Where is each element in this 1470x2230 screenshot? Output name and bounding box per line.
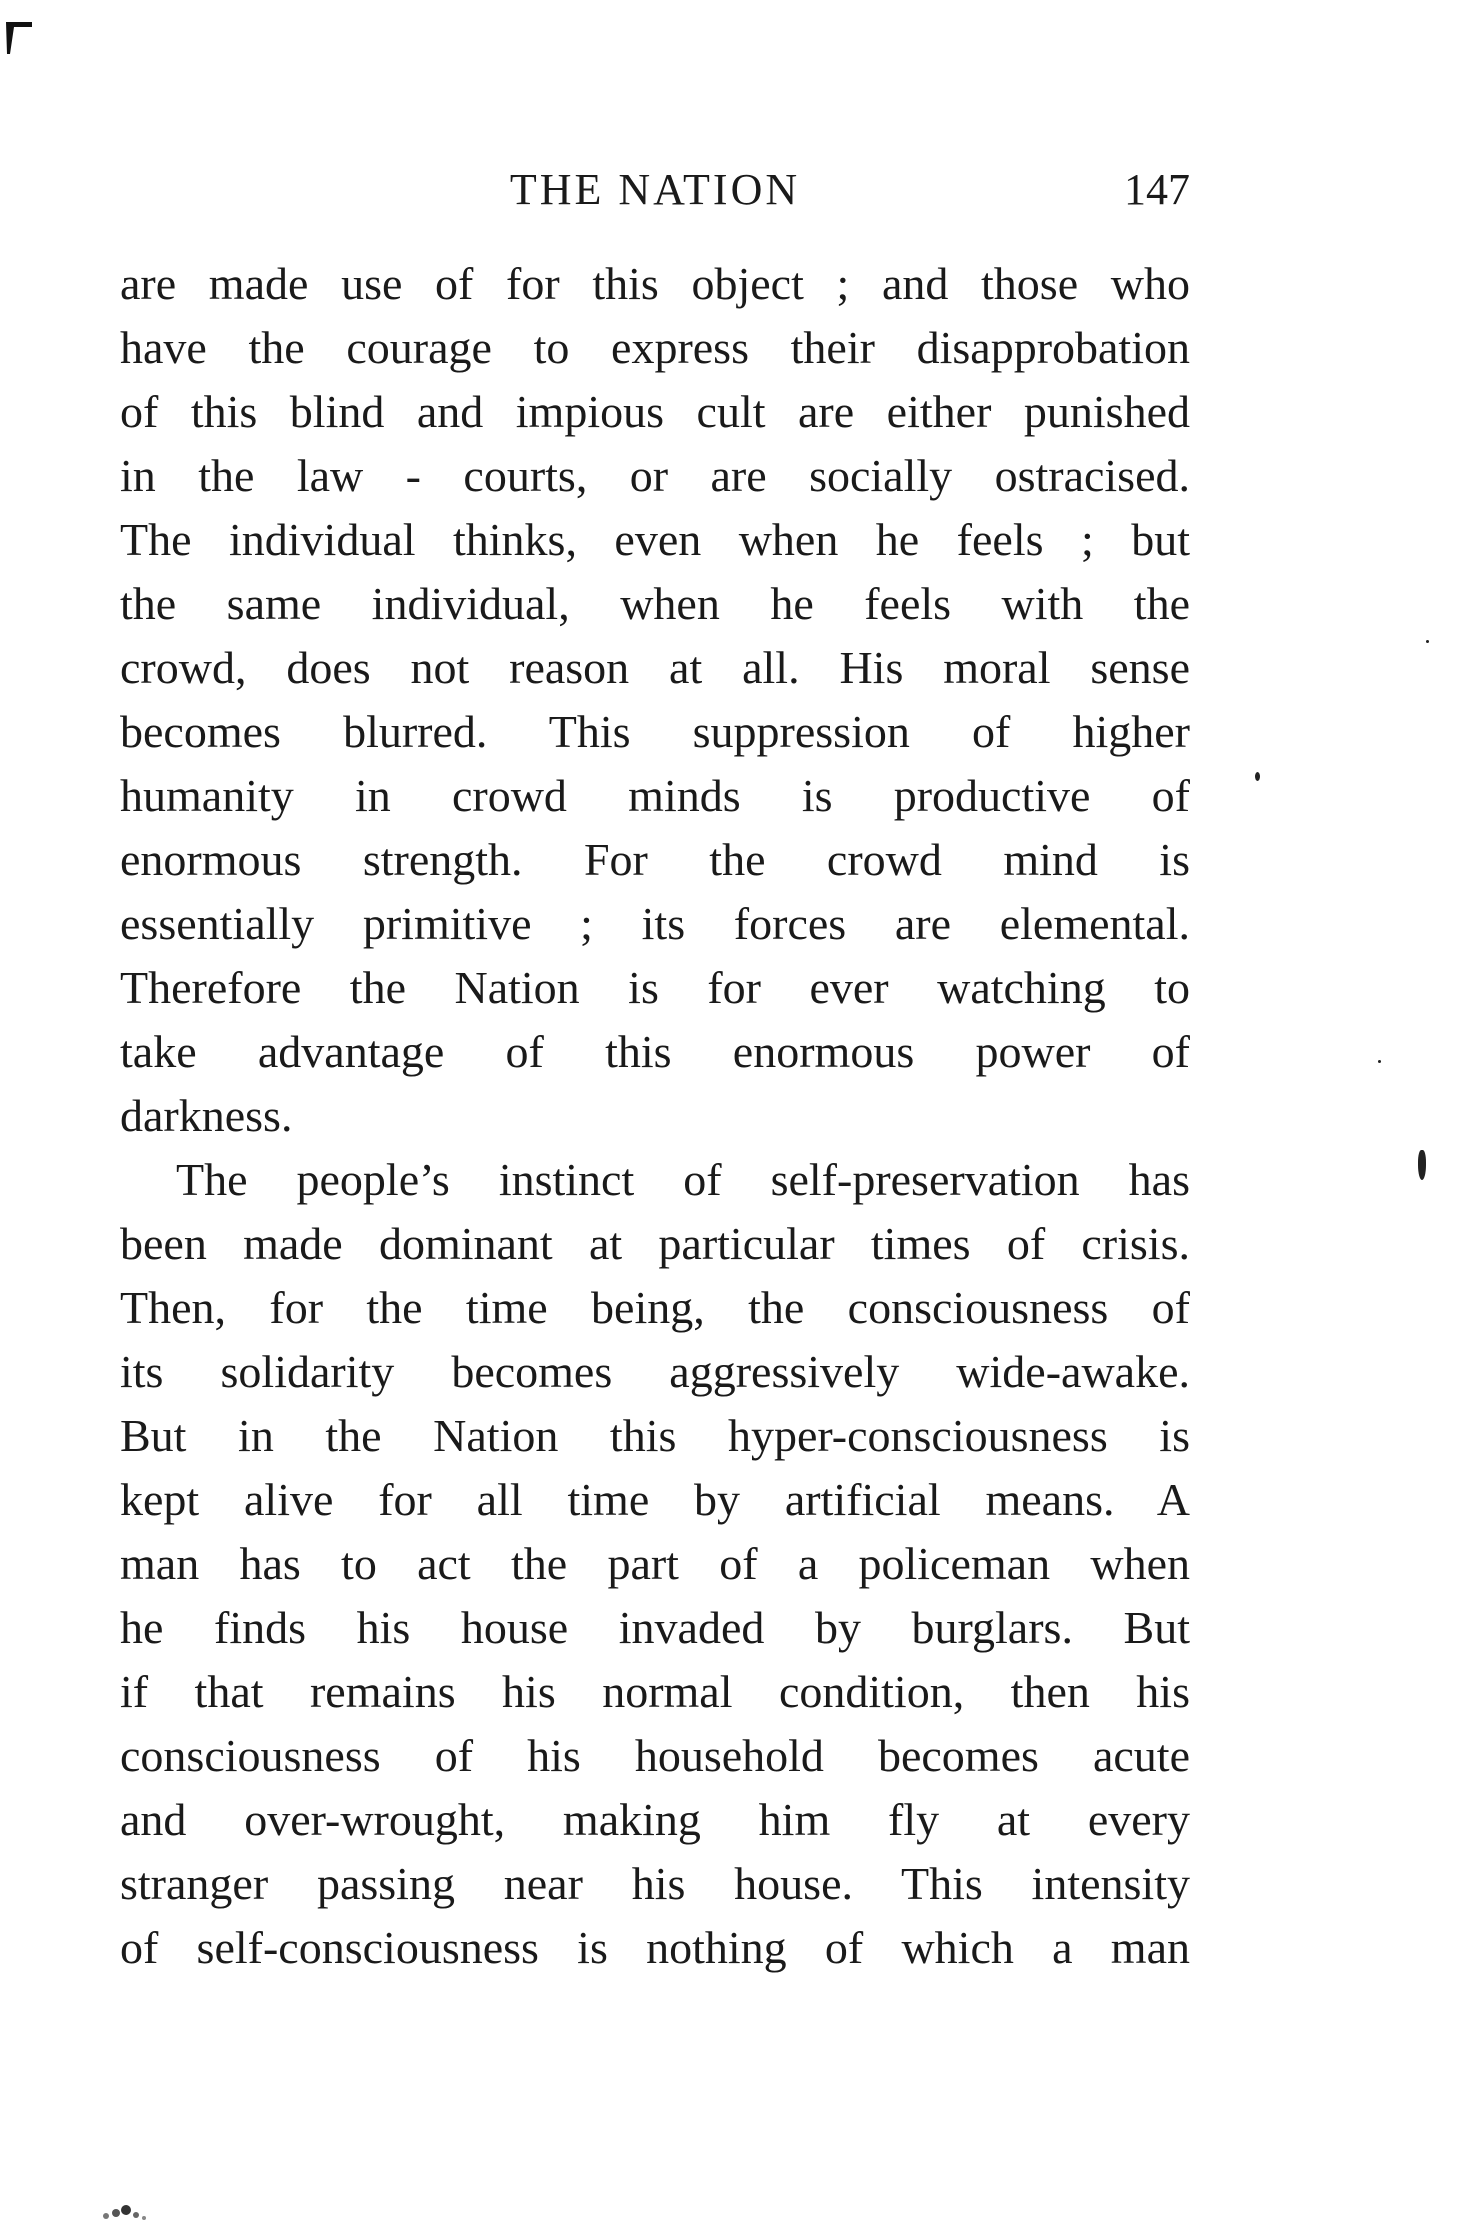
text-line: of this blind and impious cult are either punished [120,386,1190,437]
text-line: are made use of for this object ; and those who [120,258,1190,309]
text-line: But in the Nation this hyper-consciousness is [120,1410,1190,1461]
text-line: have the courage to express their disapprobation [120,322,1190,373]
margin-speck [1418,1150,1426,1180]
paragraph-1 [120,252,1190,1148]
text-line: the same individual, when he feels with the [120,578,1190,629]
text-line: if that remains his normal condition, then his [120,1666,1190,1717]
text-line: Therefore the Nation is for ever watching to [120,962,1190,1013]
text-line: take advantage of this enormous power of [120,1026,1190,1077]
text-line: The people’s instinct of self-preservation has [176,1154,1190,1205]
body-text [120,252,1190,1980]
text-line: man has to act the part of a policeman when [120,1538,1190,1589]
margin-speck [1378,1060,1381,1063]
text-line: essentially primitive ; its forces are elemental. [120,898,1190,949]
text-line: darkness. [120,1090,293,1141]
text-line: crowd, does not reason at all. His moral sense [120,642,1190,693]
text-line: Then, for the time being, the consciousness of [120,1282,1190,1333]
paragraph-2 [120,1148,1190,1980]
page-number: 147 [1124,165,1190,214]
margin-speck [1426,640,1429,643]
text-line: becomes blurred. This suppression of higher [120,706,1190,757]
text-line: its solidarity becomes aggressively wide-awake. [120,1346,1190,1397]
text-line: and over-wrought, making him fly at every [120,1794,1190,1845]
text-line: humanity in crowd minds is productive of [120,770,1190,821]
text-line: enormous strength. For the crowd mind is [120,834,1190,885]
corner-crop-mark [4,18,34,58]
text-line: The individual thinks, even when he feels ; but [120,514,1190,565]
running-title: THE NATION [509,165,801,214]
text-line: stranger passing near his house. This intensity [120,1858,1190,1909]
ink-blot [96,2200,152,2224]
text-line: he finds his house invaded by burglars. But [120,1602,1190,1653]
text-line: consciousness of his household becomes acute [120,1730,1190,1781]
text-line: been made dominant at particular times of crisis. [120,1218,1190,1269]
running-header [120,160,1190,220]
text-line: kept alive for all time by artificial means. A [120,1474,1190,1525]
margin-speck [1255,772,1260,781]
text-line: of self-consciousness is nothing of which a man [120,1922,1190,1973]
text-line: in the law - courts, or are socially ostracised. [120,450,1190,501]
